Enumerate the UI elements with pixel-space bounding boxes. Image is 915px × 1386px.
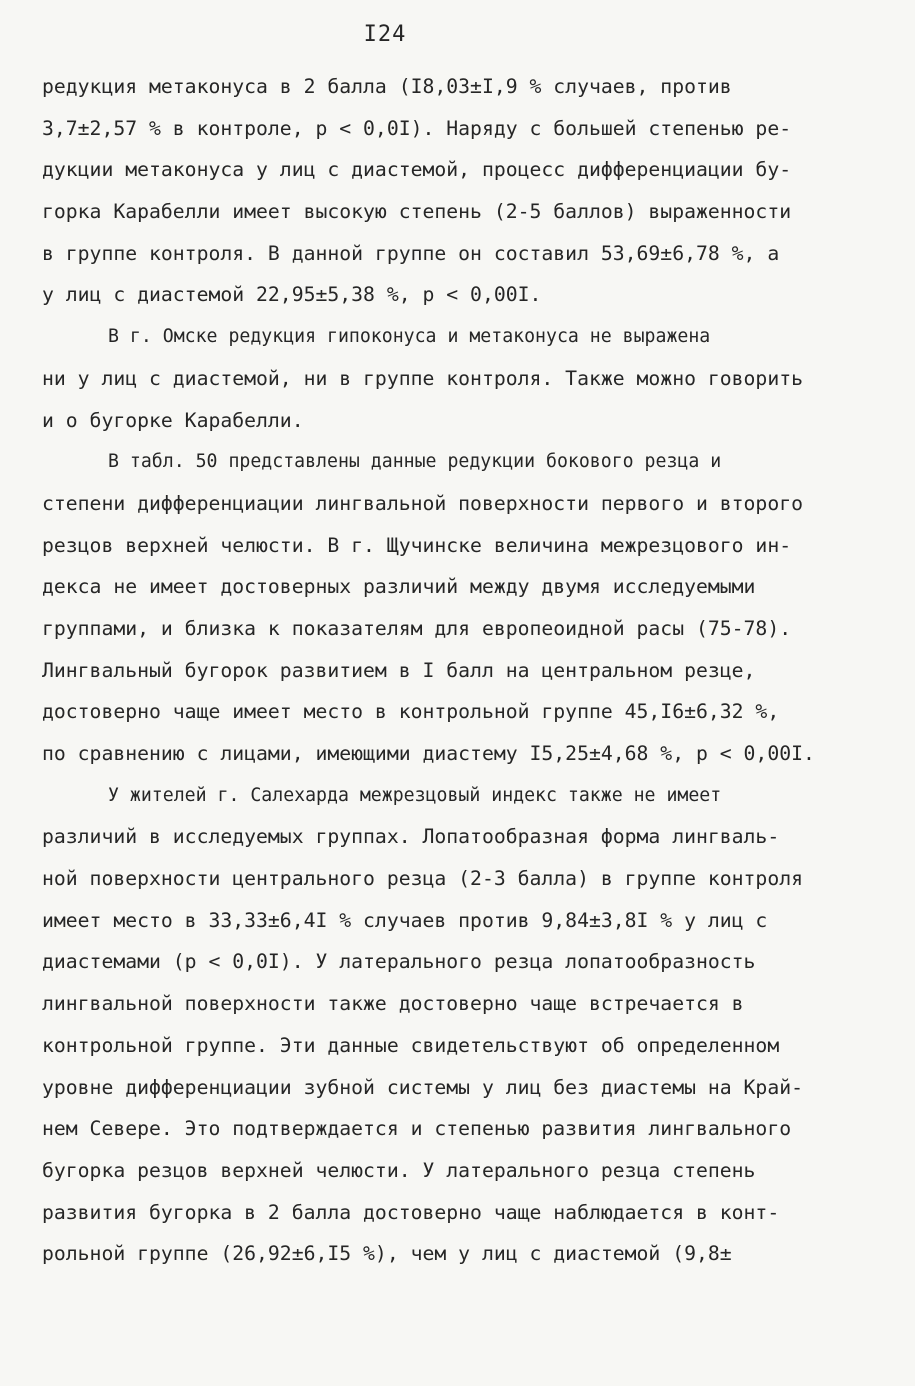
- text-line: различий в исследуемых группах. Лопатообразная форма лингваль-: [42, 825, 780, 849]
- paragraph-first-line: В табл. 50 представлены данные редукции бокового резца и: [108, 451, 722, 473]
- text-line: декса не имеет достоверных различий между двумя исследуемыми: [42, 575, 756, 599]
- text-line: ной поверхности центрального резца (2-3 балла) в группе контроля: [42, 867, 803, 891]
- page-number: I24: [363, 22, 407, 47]
- text-line: нем Севере. Это подтверждается и степенью развития лингвального: [42, 1117, 792, 1141]
- text-line: диастемами (р < 0,0I). У латерального резца лопатообразность: [42, 950, 756, 974]
- text-line: резцов верхней челюсти. В г. Щучинске величина межрезцового ин-: [42, 533, 792, 557]
- text-line: бугорка резцов верхней челюсти. У латерального резца степень: [42, 1158, 756, 1182]
- text-line: ни у лиц с диастемой, ни в группе контроля. Также можно говорить: [42, 366, 803, 390]
- text-line: достоверно чаще имеет место в контрольной группе 45,I6±6,32 %,: [42, 700, 780, 724]
- text-line: и о бугорке Карабелли.: [42, 408, 304, 432]
- text-line: степени дифференциации лингвальной поверхности первого и второго: [42, 491, 803, 515]
- text-line: 3,7±2,57 % в контроле, р < 0,0I). Наряду с большей степенью ре-: [42, 116, 792, 140]
- text-line: имеет место в 33,33±6,4I % случаев против 9,84±3,8I % у лиц с: [42, 908, 768, 932]
- text-line: в группе контроля. В данной группе он составил 53,69±6,78 %, а: [42, 241, 780, 265]
- body-text: [42, 66, 887, 1275]
- paragraph-first-line: В г. Омске редукция гипоконуса и метаконуса не выражена: [108, 326, 711, 348]
- text-line: лингвальной поверхности также достоверно чаще встречается в: [42, 992, 744, 1016]
- text-line: горка Карабелли имеет высокую степень (2-5 баллов) выраженности: [42, 200, 792, 224]
- paragraph-first-line: У жителей г. Салехарда межрезцовый индекс также не имеет: [108, 784, 722, 806]
- text-line: по сравнению с лицами, имеющими диастему I5,25±4,68 %, р < 0,00I.: [42, 742, 815, 765]
- text-line: развития бугорка в 2 балла достоверно чаще наблюдается в конт-: [42, 1200, 780, 1224]
- text-line: рольной группе (26,92±6,I5 %), чем у лиц с диастемой (9,8±: [42, 1242, 732, 1266]
- text-line: Лингвальный бугорок развитием в I балл на центральном резце,: [42, 658, 756, 682]
- text-line: у лиц с диастемой 22,95±5,38 %, р < 0,00I.: [42, 283, 542, 307]
- text-line: редукция метаконуса в 2 балла (I8,03±I,9 % случаев, против: [42, 75, 732, 98]
- text-line: дукции метаконуса у лиц с диастемой, процесс дифференциации бу-: [42, 158, 792, 182]
- text-line: уровне дифференциации зубной системы у лиц без диастемы на Край-: [42, 1075, 803, 1099]
- text-line: группами, и близка к показателям для европеоидной расы (75-78).: [42, 616, 792, 640]
- text-line: контрольной группе. Эти данные свидетельствуют об определенном: [42, 1033, 780, 1057]
